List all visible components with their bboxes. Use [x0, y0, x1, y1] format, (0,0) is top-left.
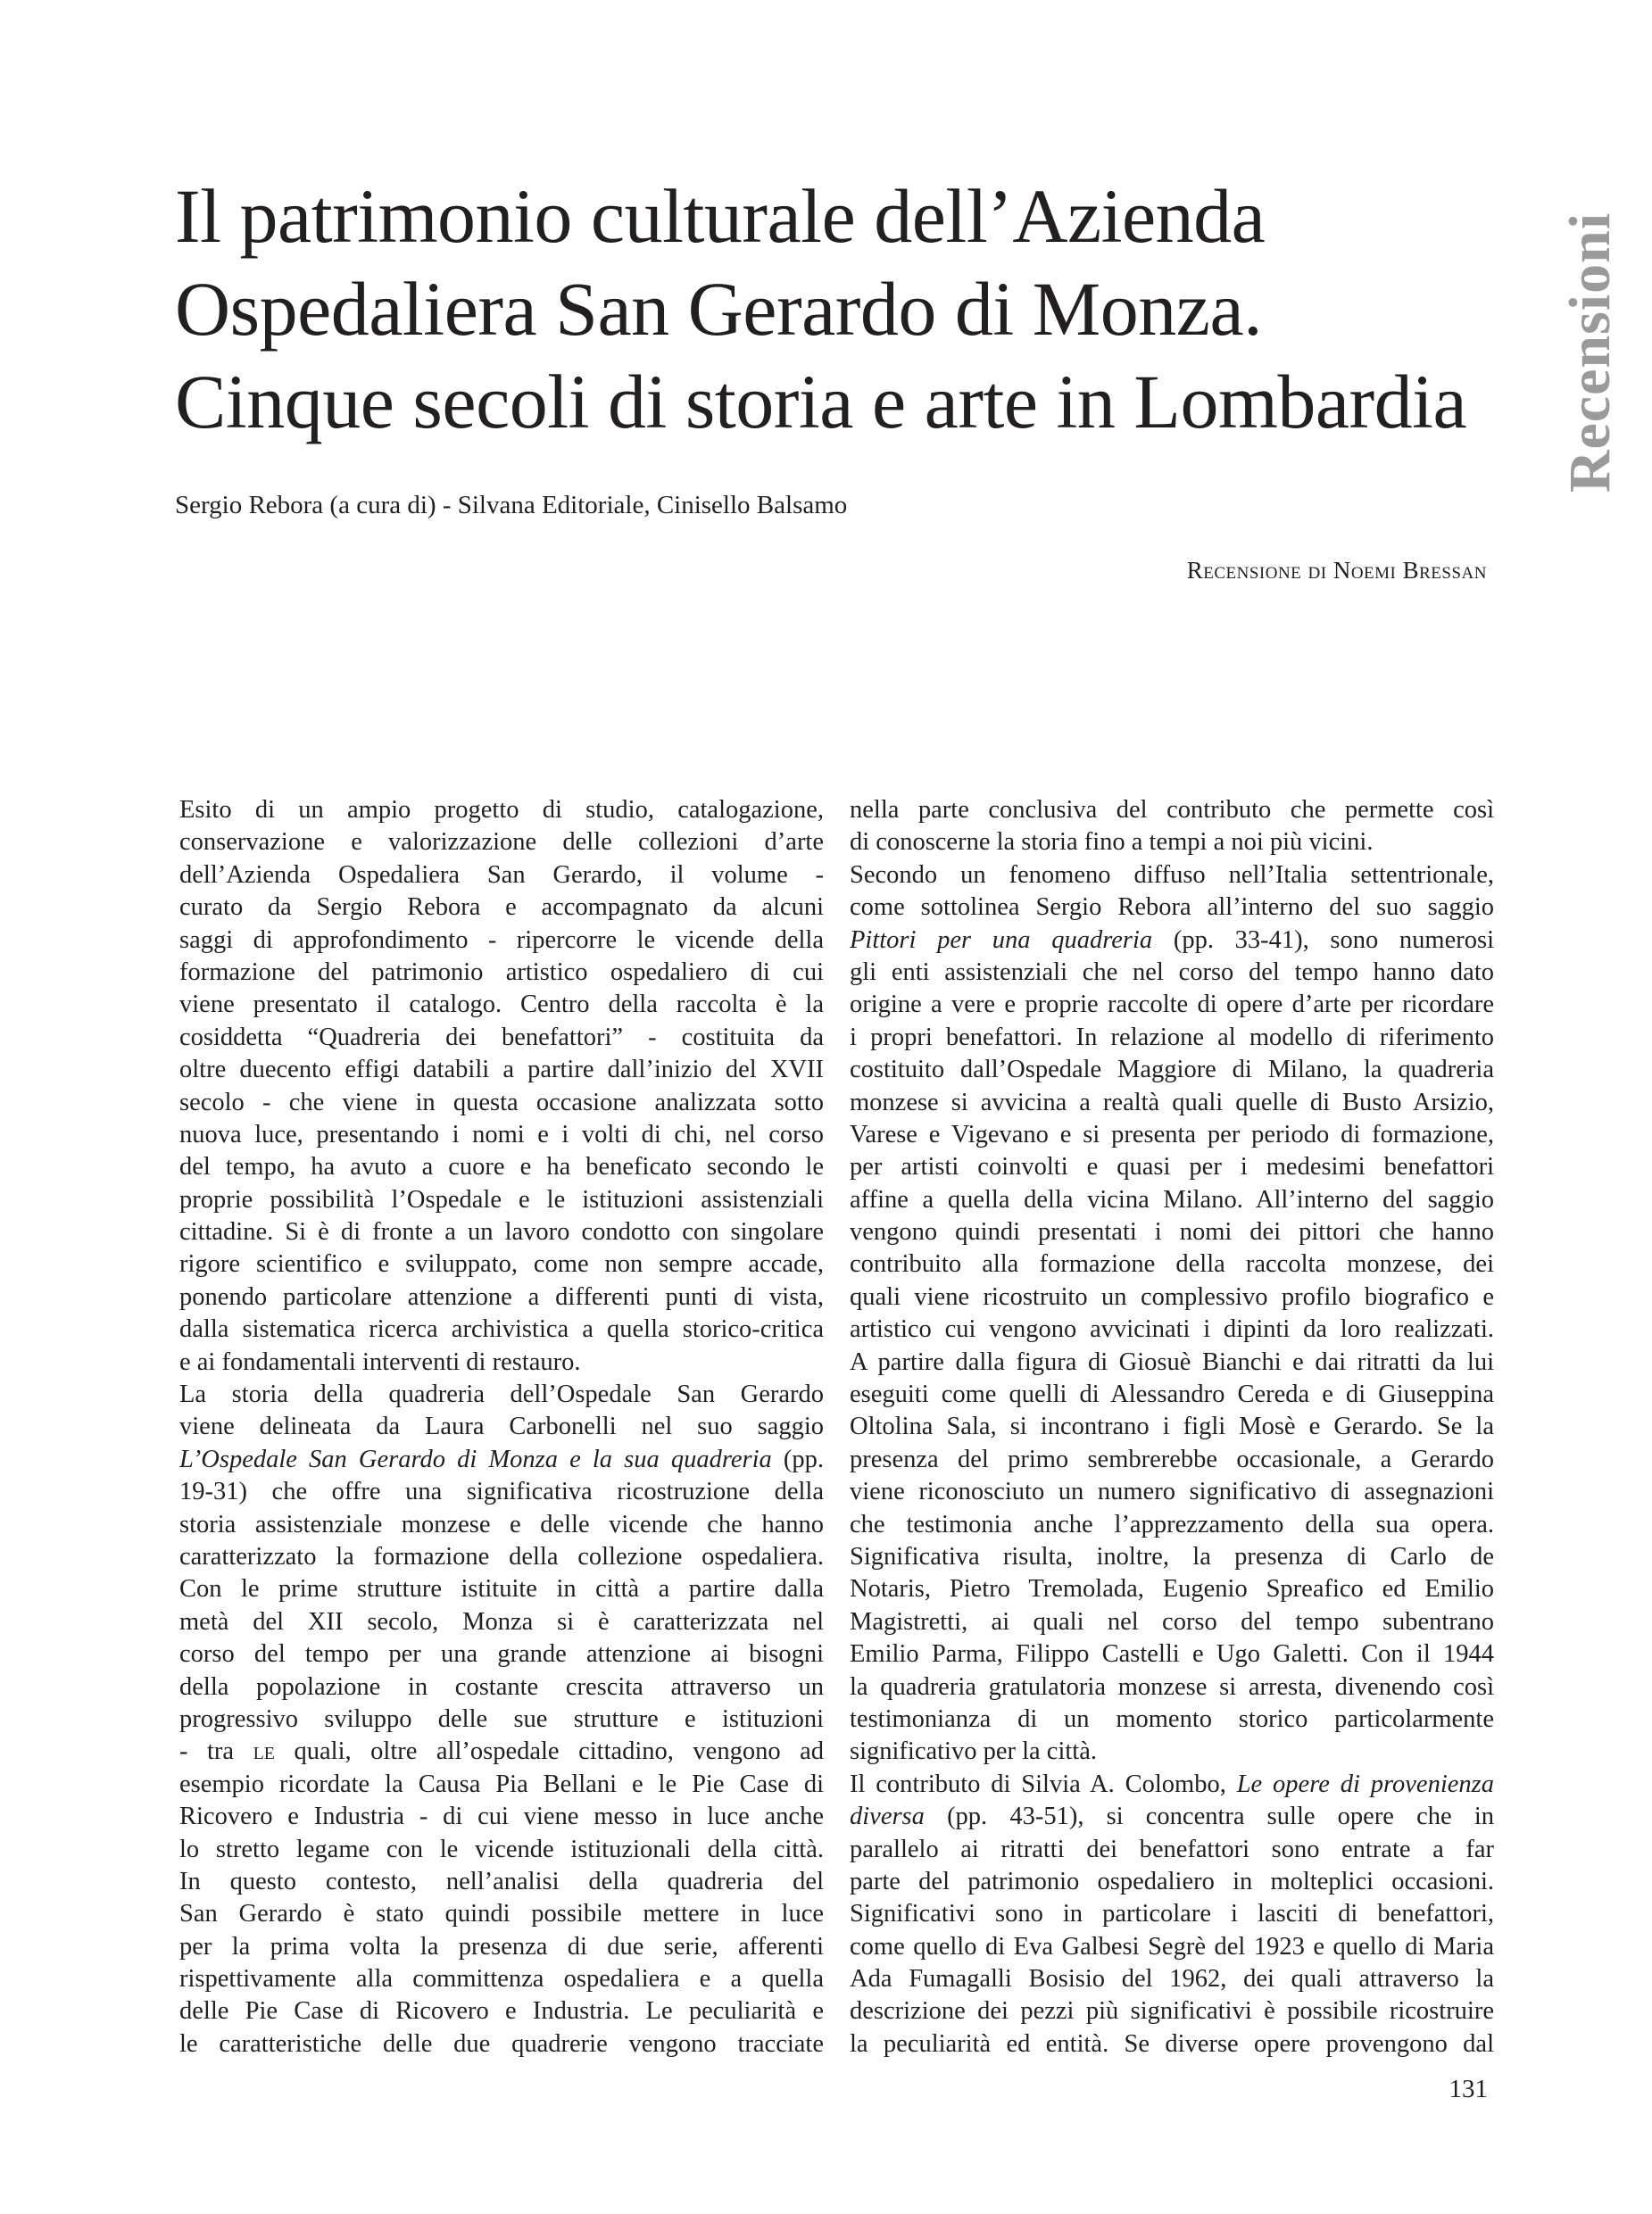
text-line: [179, 1379, 824, 1411]
text-line: [850, 1411, 1494, 1443]
text-run: viene presentato il catalogo. Centro della raccolta è la: [179, 991, 824, 1019]
text-run: Magistretti, ai quali nel corso del tempo subentrano: [850, 1607, 1494, 1636]
text-line: [179, 1184, 824, 1216]
text-run: - tra: [179, 1737, 253, 1766]
text-run: oltre duecento effigi databili a partire dall’inizio del XVII: [179, 1056, 824, 1084]
text-line: [179, 1476, 824, 1508]
text-run: Varese e Vigevano e si presenta per periodo di formazione,: [850, 1120, 1494, 1148]
title-line: Cinque secoli di storia e arte in Lombardia: [175, 359, 1467, 444]
left-column: [179, 794, 824, 2061]
text-line: [850, 1184, 1494, 1216]
text-line: [850, 1963, 1494, 1995]
text-line: [179, 1541, 824, 1573]
text-run: la quadreria gratulatoria monzese si arresta, divenendo così: [850, 1672, 1494, 1701]
text-run: dalla sistematica ricerca archivistica a quella storico-critica: [179, 1315, 824, 1344]
text-run: Significativa risulta, inoltre, la presenza di Carlo de: [850, 1542, 1494, 1571]
text-line: [850, 1476, 1494, 1508]
text-run: artistico cui vengono avvicinati i dipinti da loro realizzati.: [850, 1315, 1494, 1344]
text-run: quali viene ricostruito un complessivo profilo biografico e: [850, 1282, 1494, 1311]
text-line: [850, 1736, 1494, 1768]
text-run: e ai fondamentali interventi di restauro.: [179, 1347, 581, 1376]
text-line: [850, 859, 1494, 891]
text-run: Ricovero e Industria - di cui viene messo in luce anche: [179, 1803, 824, 1831]
text-line: [179, 1248, 824, 1281]
text-line: [850, 1444, 1494, 1476]
text-run: per la prima volta la presenza di due serie, afferenti: [179, 1932, 824, 1961]
text-line: [179, 826, 824, 858]
text-line: [179, 1119, 824, 1151]
text-line: [179, 1573, 824, 1605]
text-line: [850, 1022, 1494, 1054]
text-line: [179, 1314, 824, 1346]
text-line: [179, 989, 824, 1021]
text-run: A partire dalla figura di Giosuè Bianchi e dai ritratti da lui: [850, 1347, 1494, 1376]
text-line: [850, 826, 1494, 858]
text-run: presenza del primo sembrerebbe occasionale, a Gerardo: [850, 1445, 1494, 1473]
text-line: [179, 1606, 824, 1638]
text-run: la peculiarità ed entità. Se diverse opere provengono dal: [850, 2029, 1494, 2058]
italic-title: L’Ospedale San Gerardo di Monza e la sua quadreria: [179, 1445, 772, 1473]
text-line: [179, 925, 824, 957]
text-line: [850, 1671, 1494, 1704]
text-run: parallelo ai ritratti dei benefattori sono entrate a far: [850, 1835, 1494, 1863]
text-run: (pp. 43-51), si concentra sulle opere che in: [924, 1803, 1494, 1831]
text-line: [179, 859, 824, 891]
text-line: [179, 1931, 824, 1963]
text-run: secolo - che viene in questa occasione analizzata sotto: [179, 1088, 824, 1116]
text-line: [179, 1769, 824, 1801]
small-caps-run: le: [253, 1737, 276, 1766]
text-line: [179, 794, 824, 826]
text-run: rigore scientifico e sviluppato, come non sempre accade,: [179, 1250, 824, 1279]
text-run: di conoscerne la storia fino a tempi a noi più vicini.: [850, 828, 1374, 857]
text-run: dell’Azienda Ospedaliera San Gerardo, il volume -: [179, 860, 824, 889]
text-line: [179, 1638, 824, 1671]
text-run: contribuito alla formazione della raccolta monzese, dei: [850, 1250, 1494, 1279]
text-run: come quello di Eva Galbesi Segrè del 1923 e quello di Maria: [850, 1932, 1494, 1961]
text-run: testimonianza di un momento storico particolarmente: [850, 1704, 1494, 1733]
text-line: [850, 1995, 1494, 2027]
text-line: [850, 1898, 1494, 1930]
text-line: [850, 1769, 1494, 1801]
text-run: (pp. 33-41), sono numerosi: [1152, 925, 1495, 954]
text-line: [179, 1087, 824, 1119]
text-line: [850, 1151, 1494, 1183]
text-line: [850, 1347, 1494, 1379]
text-line: [850, 1834, 1494, 1866]
text-run: proprie possibilità l’Ospedale e le istituzioni assistenziali: [179, 1185, 824, 1214]
text-run: 19-31) che offre una significativa ricostruzione della: [179, 1478, 824, 1506]
text-line: [850, 1573, 1494, 1605]
text-line: [179, 1444, 824, 1476]
text-line: [850, 1314, 1494, 1346]
section-label: [1537, 205, 1644, 500]
text-line: [850, 989, 1494, 1021]
text-run: eseguiti come quelli di Alessandro Cereda e di Giuseppina: [850, 1381, 1494, 1409]
text-line: [850, 1704, 1494, 1736]
text-line: [850, 1248, 1494, 1281]
text-run: i propri benefattori. In relazione al modello di riferimento: [850, 1023, 1494, 1051]
text-run: In questo contesto, nell’analisi della quadreria del: [179, 1867, 824, 1895]
text-run: Secondo un fenomeno diffuso nell’Italia settentrionale,: [850, 860, 1494, 889]
text-line: [850, 1866, 1494, 1898]
italic-title: diversa: [850, 1803, 925, 1831]
text-run: storia assistenziale monzese e delle vicende che hanno: [179, 1510, 824, 1538]
text-run: Ada Fumagalli Bosisio del 1962, dei quali attraverso la: [850, 1965, 1494, 1994]
text-line: [850, 1606, 1494, 1638]
text-run: La storia della quadreria dell’Ospedale San Gerardo: [179, 1381, 824, 1409]
text-line: [179, 1022, 824, 1054]
title-line: Il patrimonio culturale dell’Azienda: [175, 173, 1266, 259]
text-run: delle Pie Case di Ricovero e Industria. Le peculiarità e: [179, 1997, 824, 2026]
text-line: [850, 1379, 1494, 1411]
text-run: che testimonia anche l’apprezzamento della sua opera.: [850, 1510, 1494, 1538]
text-line: [179, 1898, 824, 1930]
text-line: [179, 1509, 824, 1541]
text-run: gli enti assistenziali che nel corso del tempo hanno dato: [850, 958, 1494, 986]
text-run: parte del patrimonio ospedaliero in molteplici occasioni.: [850, 1867, 1494, 1895]
text-line: [179, 1054, 824, 1086]
text-line: [850, 1216, 1494, 1248]
text-run: formazione del patrimonio artistico ospedaliero di cui: [179, 958, 824, 986]
text-line: [850, 1801, 1494, 1833]
text-run: costituito dall’Ospedale Maggiore di Milano, la quadreria: [850, 1056, 1494, 1084]
text-run: affine a quella della vicina Milano. All’interno del saggio: [850, 1185, 1494, 1214]
text-run: le caratteristiche delle due quadrerie vengono tracciate: [179, 2029, 824, 2058]
text-line: [179, 1281, 824, 1314]
text-line: [179, 1151, 824, 1183]
text-run: Notaris, Pietro Tremolada, Eugenio Spreafico ed Emilio: [850, 1575, 1494, 1604]
right-column: [850, 794, 1494, 2061]
text-line: [179, 891, 824, 924]
text-run: vengono quindi presentati i nomi dei pittori che hanno: [850, 1218, 1494, 1247]
text-line: [179, 1216, 824, 1248]
text-line: [850, 1931, 1494, 1963]
text-run: monzese si avvicina a realtà quali quelle di Busto Arsizio,: [850, 1088, 1494, 1116]
text-run: Esito di un ampio progetto di studio, catalogazione,: [179, 796, 824, 824]
review-author: Recensione di Noemi Bressan: [1186, 557, 1487, 584]
text-line: [179, 957, 824, 989]
text-run: viene delineata da Laura Carbonelli nel suo saggio: [179, 1413, 824, 1441]
text-run: Con le prime strutture istituite in città a partire dalla: [179, 1575, 824, 1604]
text-line: [179, 1736, 824, 1768]
text-line: [850, 1541, 1494, 1573]
text-line: [850, 2028, 1494, 2061]
text-run: corso del tempo per una grande attenzione ai bisogni: [179, 1640, 824, 1669]
book-citation: Sergio Rebora (a cura di) - Silvana Editoriale, Cinisello Balsamo: [175, 491, 848, 519]
text-line: [850, 1119, 1494, 1151]
text-line: [179, 1347, 824, 1379]
text-run: rispettivamente alla committenza ospedaliera e a quella: [179, 1965, 824, 1994]
text-line: [179, 1671, 824, 1704]
text-run: per artisti coinvolti e quasi per i medesimi benefattori: [850, 1153, 1494, 1182]
text-line: [179, 1963, 824, 1995]
text-run: Significativi sono in particolare i lasciti di benefattori,: [850, 1900, 1494, 1928]
text-run: caratterizzato la formazione della collezione ospedaliera.: [179, 1542, 824, 1571]
text-line: [850, 794, 1494, 826]
text-run: origine a vere e proprie raccolte di opere d’arte per ricordare: [850, 991, 1494, 1019]
text-line: [179, 1704, 824, 1736]
text-line: [179, 1834, 824, 1866]
text-line: [850, 891, 1494, 924]
text-run: nella parte conclusiva del contributo che permette così: [850, 796, 1494, 824]
text-line: [850, 1087, 1494, 1119]
text-line: [850, 957, 1494, 989]
italic-title: Le opere di provenienza: [1236, 1770, 1494, 1798]
text-run: significativo per la città.: [850, 1737, 1097, 1766]
text-run: conservazione e valorizzazione delle collezioni d’arte: [179, 828, 824, 857]
text-run: esempio ricordate la Causa Pia Bellani e le Pie Case di: [179, 1770, 824, 1798]
text-run: (pp.: [771, 1445, 824, 1473]
text-run: ponendo particolare attenzione a differenti punti di vista,: [179, 1282, 824, 1311]
text-line: [850, 1054, 1494, 1086]
title-line: Ospedaliera San Gerardo di Monza.: [175, 266, 1263, 352]
text-line: [850, 1509, 1494, 1541]
text-line: [850, 1281, 1494, 1314]
text-run: curato da Sergio Rebora e accompagnato da alcuni: [179, 893, 824, 922]
text-run: cosiddetta “Quadreria dei benefattori” - costituita da: [179, 1023, 824, 1051]
text-line: [179, 1801, 824, 1833]
article-title: [175, 170, 1514, 448]
text-line: [179, 1866, 824, 1898]
text-run: viene riconosciuto un numero significativo di assegnazioni: [850, 1478, 1494, 1506]
text-run: Il contributo di Silvia A. Colombo,: [850, 1770, 1237, 1798]
page-number: 131: [1449, 2075, 1488, 2103]
text-line: [850, 1638, 1494, 1671]
text-run: come sottolinea Sergio Rebora all’interno del suo saggio: [850, 893, 1494, 922]
text-run: quali, oltre all’ospedale cittadino, vengono ad: [275, 1737, 824, 1766]
text-run: San Gerardo è stato quindi possibile mettere in luce: [179, 1900, 824, 1928]
text-line: [179, 1995, 824, 2027]
text-run: descrizione dei pezzi più significativi è possibile ricostruire: [850, 1997, 1494, 2026]
text-line: [179, 1411, 824, 1443]
text-run: metà del XII secolo, Monza si è caratterizzata nel: [179, 1607, 824, 1636]
text-run: Emilio Parma, Filippo Castelli e Ugo Galetti. Con il 1944: [850, 1640, 1494, 1669]
text-run: del tempo, ha avuto a cuore e ha beneficato secondo le: [179, 1153, 824, 1182]
italic-title: Pittori per una quadreria: [850, 925, 1153, 954]
text-line: [179, 2028, 824, 2061]
text-line: [850, 925, 1494, 957]
text-run: cittadine. Si è di fronte a un lavoro condotto con singolare: [179, 1218, 824, 1247]
text-run: Oltolina Sala, si incontrano i figli Mosè e Gerardo. Se la: [850, 1413, 1494, 1441]
text-run: lo stretto legame con le vicende istituzionali della città.: [179, 1835, 824, 1863]
section-label-text: Recensioni: [1557, 211, 1623, 493]
text-run: saggi di approfondimento - ripercorre le vicende della: [179, 925, 824, 954]
text-run: della popolazione in costante crescita attraverso un: [179, 1672, 824, 1701]
text-run: progressivo sviluppo delle sue strutture e istituzioni: [179, 1704, 824, 1733]
text-run: nuova luce, presentando i nomi e i volti di chi, nel corso: [179, 1120, 824, 1148]
